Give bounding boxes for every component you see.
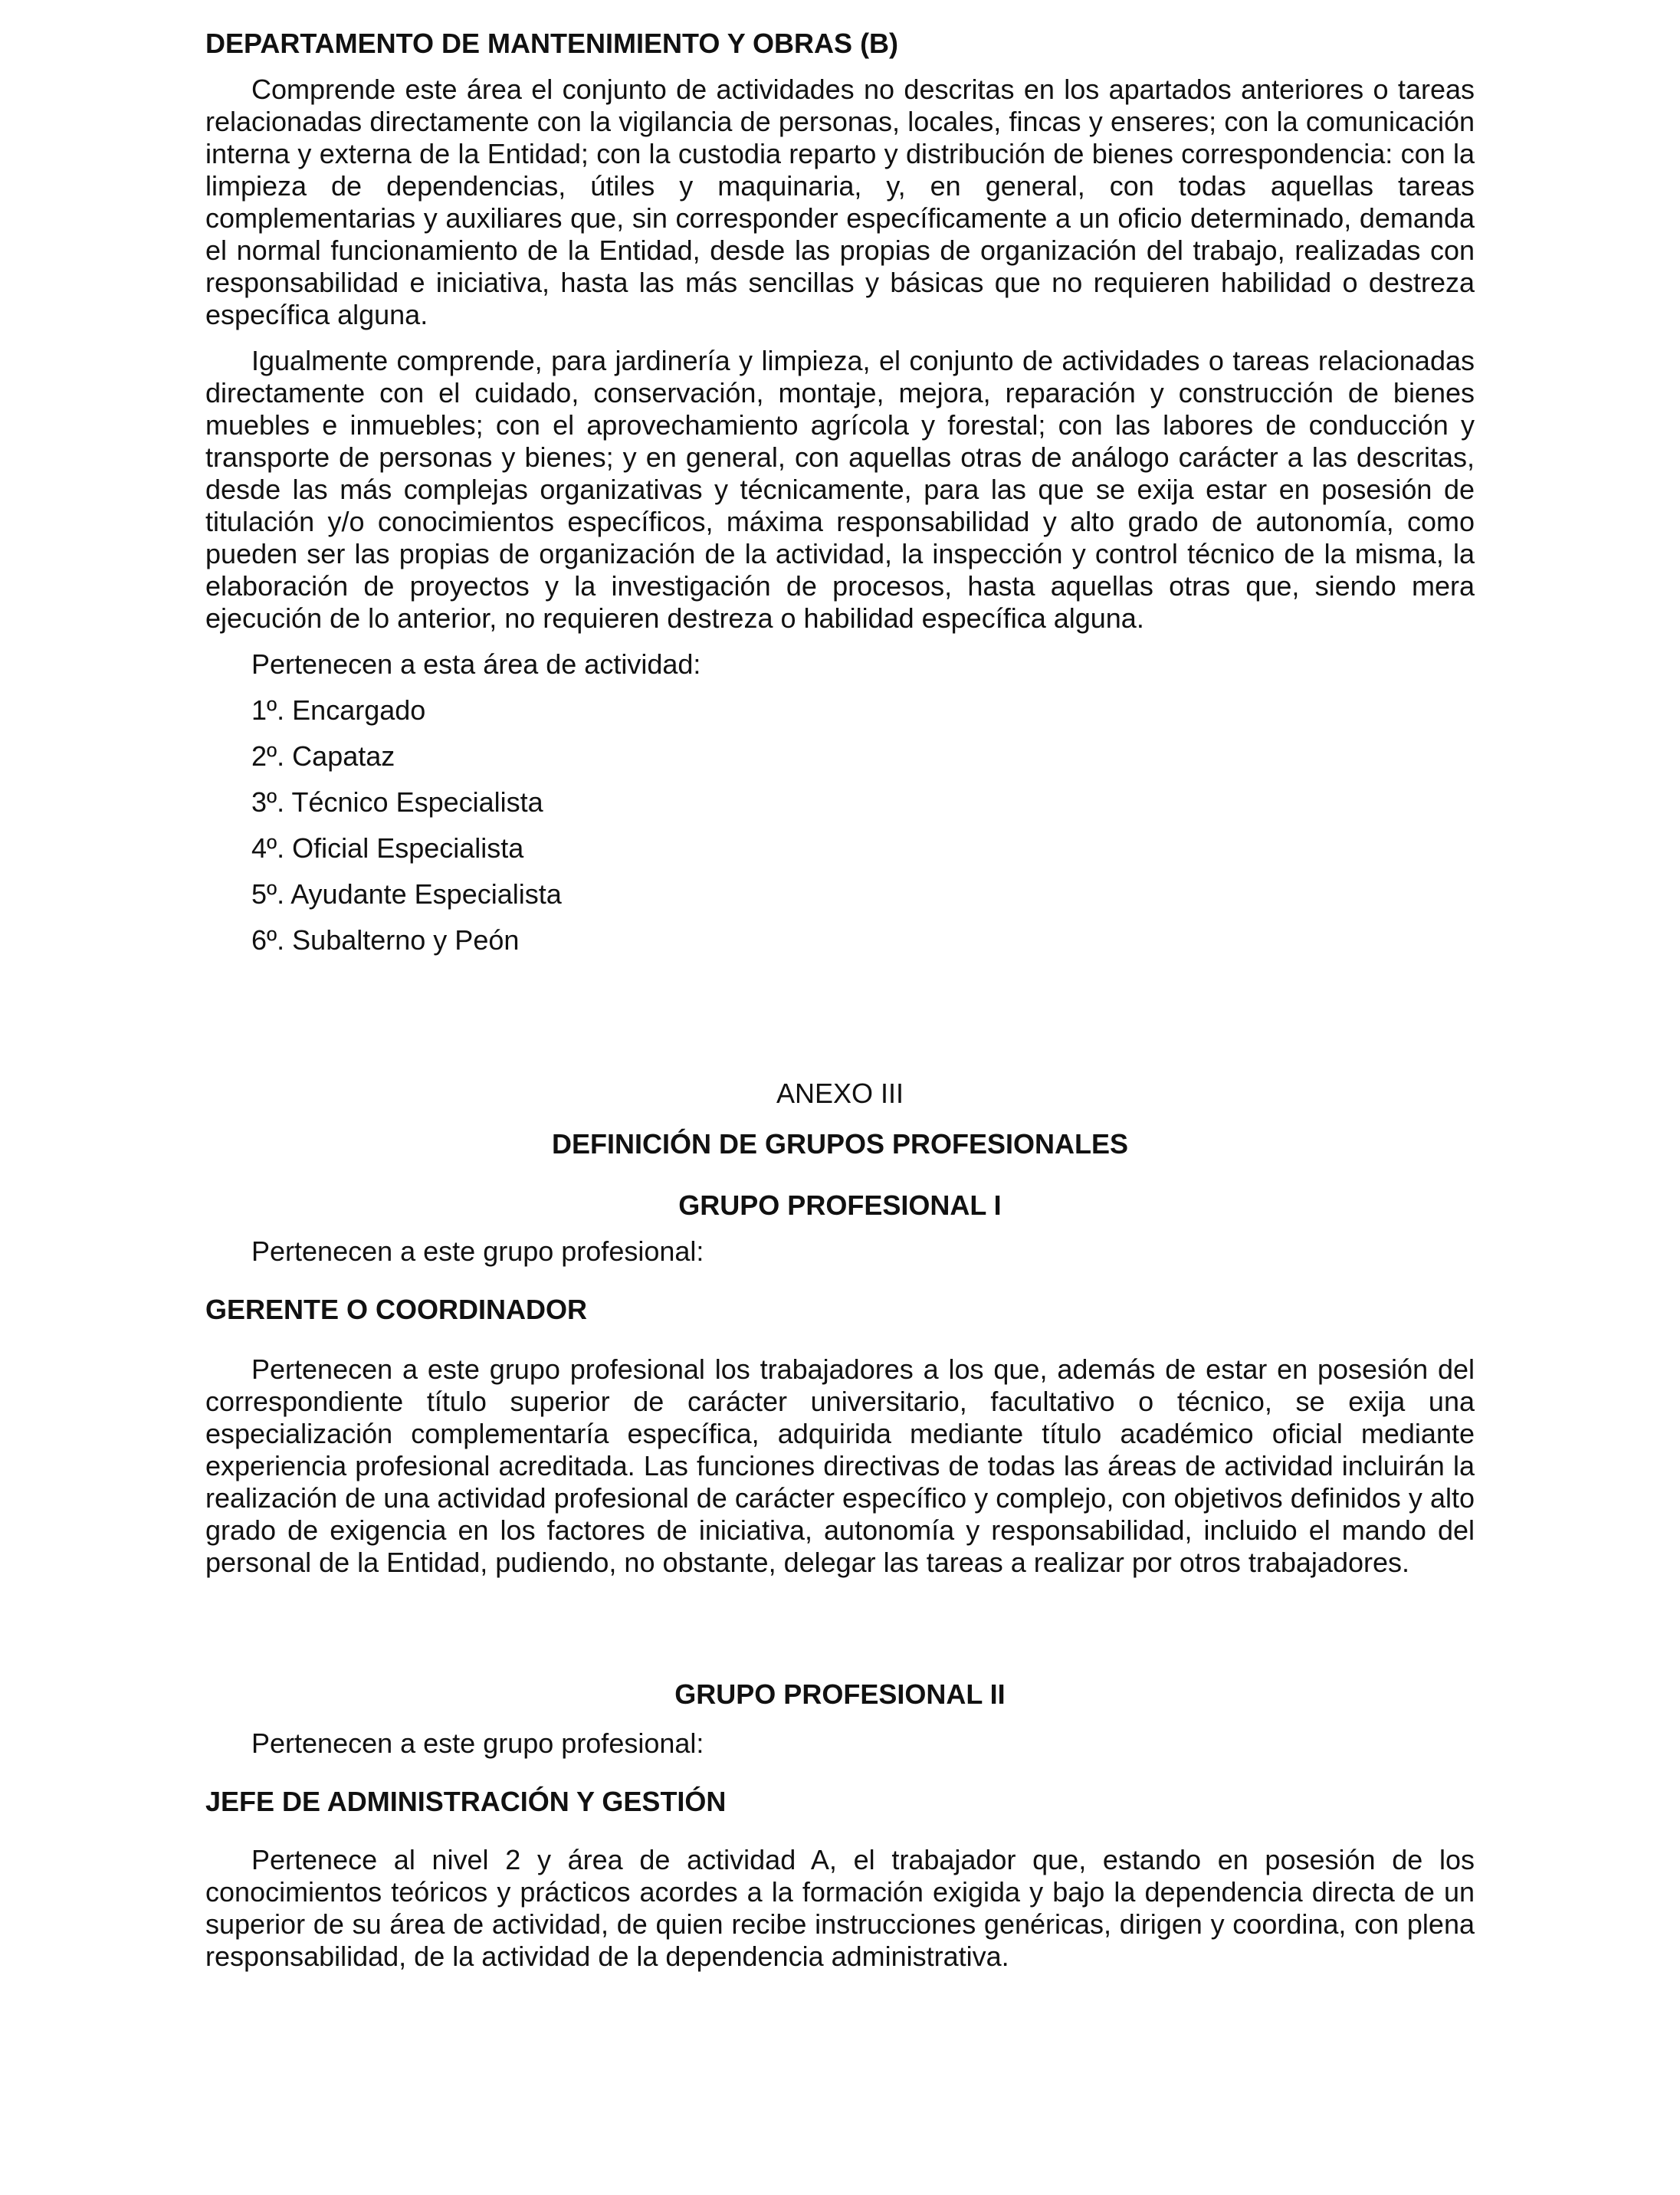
list-item: 1º. Encargado [251,694,426,726]
document-page [205,28,1475,2174]
group-1-intro: Pertenecen a este grupo profesional: [251,1235,704,1267]
group-2-intro: Pertenecen a este grupo profesional: [251,1727,704,1759]
annex-subtitle: DEFINICIÓN DE GRUPOS PROFESIONALES [551,1128,1129,1160]
group-1-title: GRUPO PROFESIONAL I [678,1189,1002,1221]
category-list [205,694,1475,956]
list-intro: Pertenecen a esta área de actividad: [251,648,701,680]
paragraph-dept-b-2: Igualmente comprende, para jardinería y limpieza, el conjunto de actividades o tareas relacionadas directamente con el cuidado, conservación, montaje, mejora, reparación y construcción de bienes muebles e inmuebles; con el aprovechamiento agrícola y forestal; con las labores de conducción y transporte de personas y bienes; y en general, con aquellas otras de análogo carácter a las descritas, desde las más complejas organizativas y técnicamente, para las que se exija estar en posesión de titulación y/o conocimientos específicos, máxima responsabilidad y alto grado de autonomía, como pueden ser las propias de organización de la actividad, la inspección y control técnico de la misma, la elaboración de proyectos y la investigación de procesos, hasta aquellas otras que, siendo mera ejecución de lo anterior, no requieren destreza o habilidad específica alguna. [205,345,1475,634]
list-item: 2º. Capataz [251,740,395,772]
list-item: 4º. Oficial Especialista [251,832,524,864]
paragraph-dept-b-1: Comprende este área el conjunto de actividades no descritas en los apartados anteriores o tareas relacionadas directamente con la vigilancia de personas, locales, fincas y enseres; con la comunicación interna y externa de la Entidad; con la custodia reparto y distribución de bienes correspondencia: con la limpieza de dependencias, útiles y maquinaria, y, en general, con todas aquellas tareas complementarias y auxiliares que, sin corresponder específicamente a un oficio determinado, demanda el normal funcionamiento de la Entidad, desde las propias de organización del trabajo, realizadas con responsabilidad e iniciativa, hasta las más sencillas y básicas que no requieren habilidad o destreza específica alguna. [205,74,1475,330]
group-1-role-heading: GERENTE O COORDINADOR [205,1294,588,1325]
group-2-role-heading: JEFE DE ADMINISTRACIÓN Y GESTIÓN [205,1786,727,1817]
list-item: 3º. Técnico Especialista [251,786,543,818]
group-2-paragraph: Pertenece al nivel 2 y área de actividad A, el trabajador que, estando en posesión de los conocimientos teóricos y prácticos acordes a la formación exigida y bajo la dependencia directa de un superior de su área de actividad, de quien recibe instrucciones genéricas, dirigen y coordina, con plena responsabilidad, de la actividad de la dependencia administrativa. [205,1844,1475,1972]
section-heading-dept-b: DEPARTAMENTO DE MANTENIMIENTO Y OBRAS (B) [205,28,899,59]
group-2-title: GRUPO PROFESIONAL II [674,1678,1006,1710]
list-item: 5º. Ayudante Especialista [251,878,562,910]
group-1-paragraph: Pertenecen a este grupo profesional los trabajadores a los que, además de estar en posesión del correspondiente título superior de carácter universitario, facultativo o técnico, se exija una especialización complementaría específica, adquirida mediante título académico oficial mediante experiencia profesional acreditada. Las funciones directivas de todas las áreas de actividad incluirán la realización de una actividad profesional de carácter específico y complejo, con objetivos definidos y alto grado de exigencia en los factores de iniciativa, autonomía y responsabilidad, incluido el mando del personal de la Entidad, pudiendo, no obstante, delegar las tareas a realizar por otros trabajadores. [205,1353,1475,1578]
list-item: 6º. Subalterno y Peón [251,924,520,956]
annex-title: ANEXO III [776,1078,904,1109]
